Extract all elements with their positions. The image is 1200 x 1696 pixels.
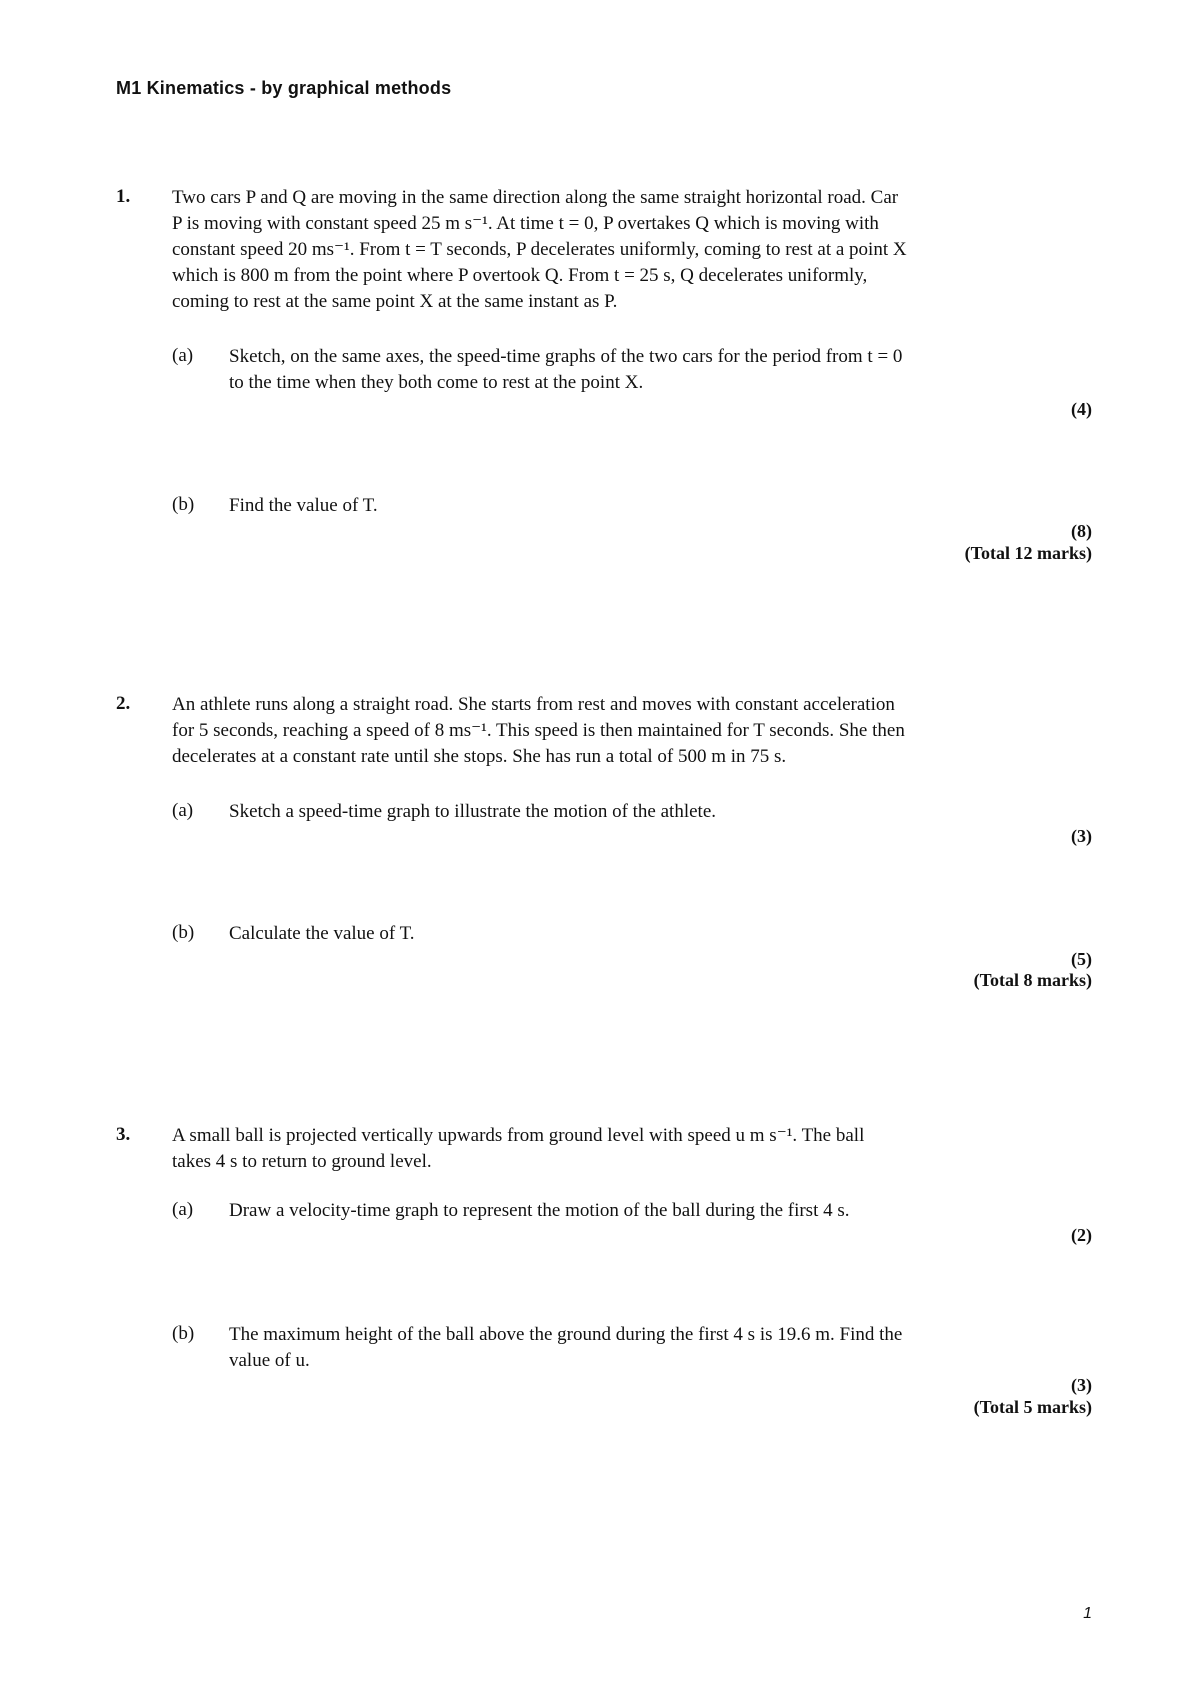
- marks: (4): [1071, 399, 1092, 419]
- part-text: [229, 344, 1049, 396]
- part-line: Calculate the value of T.: [229, 923, 415, 944]
- stem-line: An athlete runs along a straight road. She starts from rest and moves with constant acceleration: [172, 694, 895, 715]
- marks: (5): [1071, 949, 1092, 969]
- part-text: [229, 1322, 1049, 1374]
- marks: (3): [1071, 826, 1092, 846]
- part-label: (a): [172, 1199, 194, 1220]
- page-number: 1: [1083, 1605, 1092, 1622]
- stem-line: P is moving with constant speed 25 m s⁻¹. At time t = 0, P overtakes Q which is moving with: [172, 213, 879, 234]
- marks: (8): [1071, 521, 1092, 541]
- part-label: (b): [172, 1323, 195, 1344]
- marks: (2): [1071, 1225, 1092, 1245]
- part-label: (a): [172, 800, 194, 821]
- stem-line: A small ball is projected vertically upwards from ground level with speed u m s⁻¹. The ball: [172, 1125, 865, 1146]
- question-2-number: 2.: [116, 693, 131, 714]
- part-text: [229, 921, 1049, 947]
- part-text: [229, 799, 1049, 825]
- stem-line: decelerates at a constant rate until she stops. She has run a total of 500 m in 75 s.: [172, 746, 787, 767]
- stem-line: takes 4 s to return to ground level.: [172, 1151, 432, 1172]
- question-3-number: 3.: [116, 1124, 131, 1145]
- question-2-stem: [172, 692, 1052, 770]
- part-label: (b): [172, 922, 195, 943]
- part-label: (a): [172, 345, 194, 366]
- question-1-stem: [172, 185, 1052, 315]
- part-line: The maximum height of the ball above the ground during the first 4 s is 19.6 m. Find the: [229, 1324, 903, 1345]
- part-label: (b): [172, 494, 195, 515]
- total-marks: (Total 12 marks): [964, 543, 1092, 563]
- stem-line: which is 800 m from the point where P overtook Q. From t = 25 s, Q decelerates uniformly,: [172, 265, 868, 286]
- stem-line: Two cars P and Q are moving in the same direction along the same straight horizontal road. Car: [172, 187, 899, 208]
- part-line: value of u.: [229, 1350, 310, 1371]
- part-text: [229, 493, 1049, 519]
- part-line: Find the value of T.: [229, 495, 378, 516]
- part-line: Sketch a speed-time graph to illustrate the motion of the athlete.: [229, 801, 716, 822]
- total-marks: (Total 5 marks): [973, 1397, 1092, 1417]
- stem-line: for 5 seconds, reaching a speed of 8 ms⁻¹. This speed is then maintained for T seconds. She then: [172, 720, 905, 741]
- marks: (3): [1071, 1375, 1092, 1395]
- part-line: Draw a velocity-time graph to represent the motion of the ball during the first 4 s.: [229, 1200, 850, 1221]
- part-text: [229, 1198, 1049, 1224]
- part-line: Sketch, on the same axes, the speed-time graphs of the two cars for the period from t = 0: [229, 346, 903, 367]
- stem-line: coming to rest at the same point X at the same instant as P.: [172, 291, 618, 312]
- question-3-stem: [172, 1123, 1052, 1175]
- question-1-number: 1.: [116, 186, 131, 207]
- part-line: to the time when they both come to rest at the point X.: [229, 372, 644, 393]
- stem-line: constant speed 20 ms⁻¹. From t = T seconds, P decelerates uniformly, coming to rest at a point X: [172, 239, 907, 260]
- total-marks: (Total 8 marks): [973, 970, 1092, 990]
- page-title: M1 Kinematics - by graphical methods: [116, 78, 452, 98]
